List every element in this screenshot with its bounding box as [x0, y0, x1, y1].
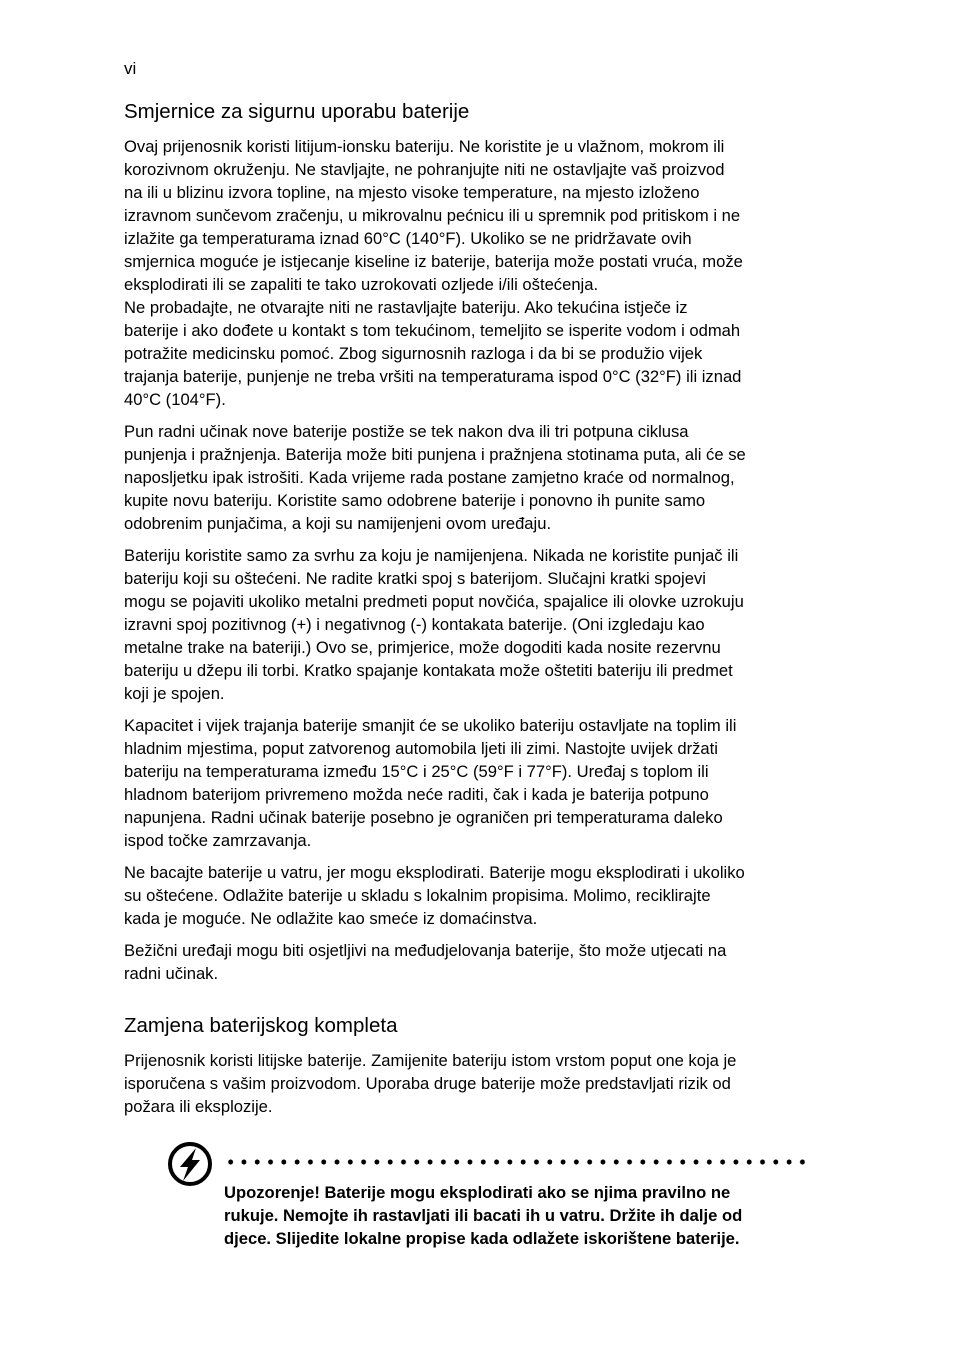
page-number: vi [124, 59, 137, 78]
section-battery-safety [124, 99, 824, 985]
section-title: Zamjena baterijskog kompleta [124, 1014, 398, 1037]
warning-text: Upozorenje! Baterije mogu eksplodirati ako se njima pravilno ne rukuje. Nemojte ih rastavljati ili bacati ih u vatru. Držite ih dalje od djece. Slijedite lokalne propise kada odlažete iskorištene baterije. [224, 1183, 743, 1248]
warning-box [166, 1140, 816, 1260]
section-battery-replacement [124, 1013, 824, 1118]
page-content [124, 99, 824, 1127]
paragraph: Bežični uređaji mogu biti osjetljivi na međudjelovanja baterije, što može utjecati na radni učinak. [124, 941, 727, 983]
paragraph: Prijenosnik koristi litijske baterije. Zamijenite bateriju istom vrstom poput one koja je isporučena s vašim proizvodom. Uporaba druge baterije može predstavljati rizik od požara ili eksplozije. [124, 1051, 737, 1116]
paragraph: Ne bacajte baterije u vatru, jer mogu eksplodirati. Baterije mogu eksplodirati i ukoliko su oštećene. Odlažite baterije u skladu s lokalnim propisima. Molimo, reciklirajte kada je moguće. Ne odlažite kao smeće iz domaćinstva. [124, 863, 745, 928]
dotted-divider [224, 1159, 810, 1165]
paragraph: Pun radni učinak nove baterije postiže se tek nakon dva ili tri potpuna ciklusa punjenja i pražnjenja. Baterija može biti punjena i pražnjena stotinama puta, ali će se naposljetku ipak istrošiti. Kada vrijeme rada postane zamjetno kraće od normalnog, kupite novu bateriju. Koristite samo odobrene baterije i ponovno ih punite samo odobrenim punjačima, a koji su namijenjeni ovom uređaju. [124, 422, 746, 533]
paragraph: Bateriju koristite samo za svrhu za koju je namijenjena. Nikada ne koristite punjač ili bateriju koji su oštećeni. Ne radite kratki spoj s baterijom. Slučajni kratki spojevi mogu se pojaviti ukoliko metalni predmeti poput novčića, spajalice ili olovke uzrokuju izravni spoj pozitivnog (+) i negativnog (-) kontakata baterije. (Oni izgledaju kao metalne trake na bateriji.) Ovo se, primjerice, može dogoditi kada nosite rezervnu bateriju u džepu ili torbi. Kratko spajanje kontakata može oštetiti bateriju ili predmet koji je spojen. [124, 546, 744, 703]
section-title: Smjernice za sigurnu uporabu baterije [124, 100, 470, 123]
paragraph: Kapacitet i vijek trajanja baterije smanjit će se ukoliko bateriju ostavljate na toplim ili hladnim mjestima, poput zatvorenog automobila ljeti ili zimi. Nastojte uvijek držati bateriju na temperaturama između 15°C i 25°C (59°F i 77°F). Uređaj s toplom ili hladnom baterijom privremeno možda neće raditi, čak i kada je baterija potpuno napunjena. Radni učinak baterije posebno je ograničen pri temperaturama daleko ispod točke zamrzavanja. [124, 716, 737, 850]
lightning-warning-icon [166, 1140, 214, 1188]
paragraph: Ovaj prijenosnik koristi litijum-ionsku bateriju. Ne koristite je u vlažnom, mokrom ili korozivnom okruženju. Ne stavljajte, ne pohranjujte niti ne ostavljajte vaš proizvod na ili u blizinu izvora topline, na mjesto visoke temperature, na mjesto izloženo izravnom sunčevom zračenju, u mikrovalnu pećnicu ili u spremnik pod pritiskom i ne izlažite ga temperaturama iznad 60°C (140°F). Ukoliko se ne pridržavate ovih smjernica moguće je istjecanje kiseline iz baterije, baterija može postati vruća, može eksplodirati ili se zapaliti te tako uzrokovati ozljede i/ili oštećenja. Ne probadajte, ne otvarajte niti ne rastavljajte bateriju. Ako tekućina istječe iz baterije i ako dođete u kontakt s tom tekućinom, temeljito se isperite vodom i odmah potražite medicinsku pomoć. Zbog sigurnosnih razloga i da bi se produžio vijek trajanja baterije, punjenje ne treba vršiti na temperaturama ispod 0°C (32°F) ili iznad 40°C (104°F). [124, 137, 743, 409]
